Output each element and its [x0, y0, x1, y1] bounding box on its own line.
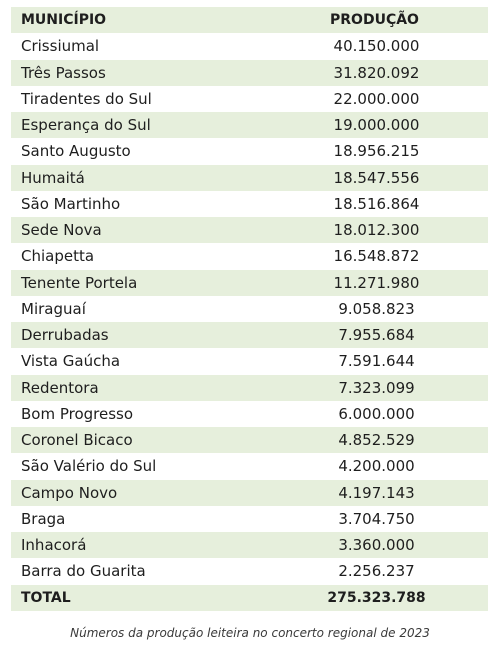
municipio-cell: São Martinho: [21, 194, 121, 213]
table-row: [11, 191, 488, 217]
municipio-cell: Esperança do Sul: [21, 116, 151, 135]
table-row: [11, 138, 488, 164]
producao-cell: 22.000.000: [333, 89, 420, 108]
producao-cell: 40.150.000: [333, 37, 420, 56]
total-value: 275.323.788: [327, 589, 426, 606]
producao-cell: 31.820.092: [333, 63, 420, 82]
municipio-cell: Coronel Bicaco: [21, 431, 133, 450]
table-row: [11, 112, 488, 138]
municipio-cell: Bom Progresso: [21, 404, 134, 423]
producao-cell: 18.516.864: [333, 194, 420, 213]
municipio-cell: Tiradentes do Sul: [21, 89, 152, 108]
producao-cell: 16.548.872: [333, 247, 420, 266]
table-row: [11, 453, 488, 479]
producao-cell: 4.197.143: [338, 483, 415, 502]
production-table: [11, 7, 488, 611]
table-row: [11, 322, 488, 348]
municipio-cell: Redentora: [21, 378, 99, 397]
producao-cell: 9.058.823: [338, 299, 415, 318]
municipio-cell: Crissiumal: [21, 37, 100, 56]
producao-cell: 3.360.000: [338, 536, 415, 555]
table-total-row: [11, 585, 488, 611]
table-row: [11, 348, 488, 374]
table-header: [11, 7, 488, 33]
table-row: [11, 86, 488, 112]
municipio-cell: Santo Augusto: [21, 142, 131, 161]
table-row: [11, 165, 488, 191]
municipio-cell: Inhacorá: [21, 536, 87, 555]
municipio-cell: São Valério do Sul: [21, 457, 157, 476]
total-label: TOTAL: [21, 589, 71, 606]
producao-cell: 18.012.300: [333, 221, 420, 240]
table-row: [11, 506, 488, 532]
producao-cell: 6.000.000: [338, 404, 415, 423]
municipio-cell: Humaitá: [21, 168, 85, 187]
table-row: [11, 60, 488, 86]
producao-cell: 7.591.644: [338, 352, 415, 371]
municipio-cell: Tenente Portela: [21, 273, 138, 292]
municipio-cell: Braga: [21, 509, 66, 528]
table-row: [11, 243, 488, 269]
producao-cell: 2.256.237: [338, 562, 415, 581]
municipio-cell: Sede Nova: [21, 221, 102, 240]
table-row: [11, 296, 488, 322]
table-caption: Números da produção leiteira no concerto regional de 2023: [70, 626, 430, 640]
table-row: [11, 480, 488, 506]
municipio-cell: Miraguaí: [21, 299, 86, 318]
municipio-cell: Chiapetta: [21, 247, 95, 266]
producao-cell: 19.000.000: [333, 116, 420, 135]
table-row: [11, 375, 488, 401]
municipio-cell: Três Passos: [21, 63, 106, 82]
column-header-municipio: MUNICÍPIO: [21, 12, 107, 29]
table-row: [11, 427, 488, 453]
producao-cell: 11.271.980: [333, 273, 420, 292]
municipio-cell: Vista Gaúcha: [21, 352, 121, 371]
table-row: [11, 532, 488, 558]
producao-cell: 18.547.556: [333, 168, 420, 187]
producao-cell: 4.200.000: [338, 457, 415, 476]
producao-cell: 3.704.750: [338, 509, 415, 528]
table-body: [11, 33, 488, 584]
table-row: [11, 270, 488, 296]
producao-cell: 7.955.684: [338, 326, 415, 345]
producao-cell: 7.323.099: [338, 378, 415, 397]
table-row: [11, 33, 488, 59]
municipio-cell: Derrubadas: [21, 326, 109, 345]
table-row: [11, 217, 488, 243]
municipio-cell: Campo Novo: [21, 483, 118, 502]
table-row: [11, 558, 488, 584]
table-row: [11, 401, 488, 427]
producao-cell: 18.956.215: [333, 142, 420, 161]
column-header-producao: PRODUÇÃO: [330, 12, 419, 29]
producao-cell: 4.852.529: [338, 431, 415, 450]
municipio-cell: Barra do Guarita: [21, 562, 146, 581]
